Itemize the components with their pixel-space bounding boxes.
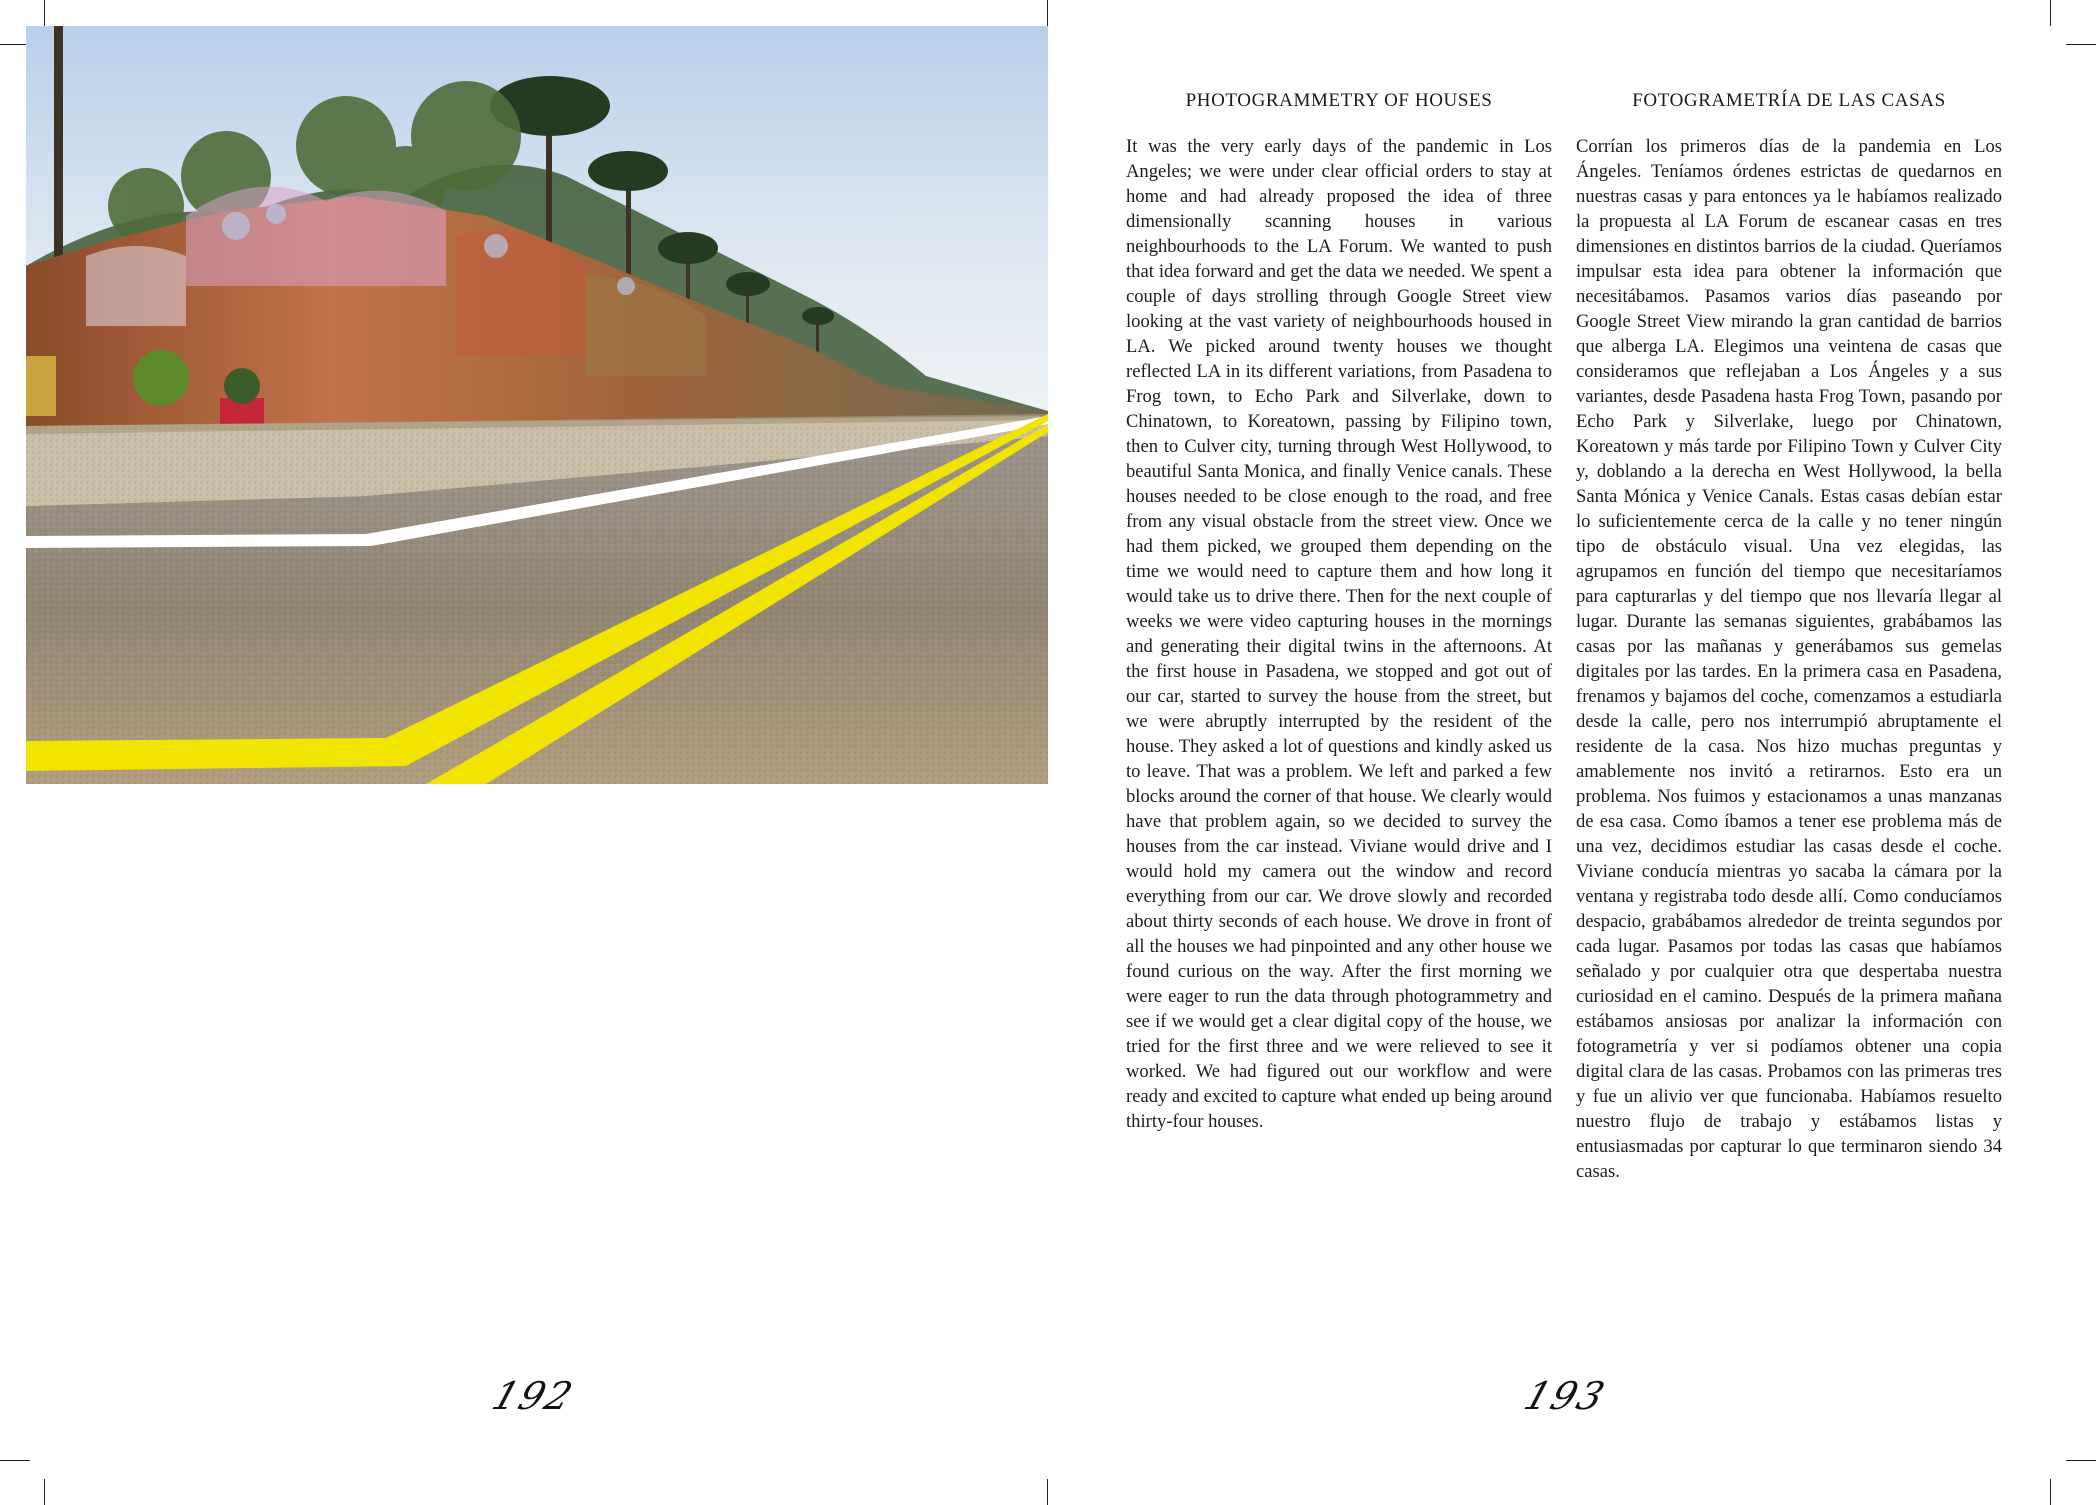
crop-mark xyxy=(44,0,45,26)
crop-mark xyxy=(0,1460,30,1461)
english-heading: PHOTOGRAMMETRY OF HOUSES xyxy=(1185,90,1493,111)
crop-mark xyxy=(2066,44,2096,45)
crop-mark xyxy=(2050,0,2051,26)
street-scan-photo xyxy=(26,26,1048,784)
english-column xyxy=(1126,90,1552,1134)
crop-mark xyxy=(1047,1479,1048,1505)
crop-mark xyxy=(1047,0,1048,26)
page-number-right: 193 xyxy=(1518,1374,1612,1418)
page-number-left: 192 xyxy=(486,1374,580,1418)
english-body: It was the very early days of the pandemic in Los Angeles; we were under clear official orders to stay at home and had already proposed the idea of three dimensionally scanning houses in various neighbourhoods to the LA Forum. We wanted to push that idea forward and get the data we needed. We spent a couple of days strolling through Google Street view looking at the vast variety of neighbourhoods housed in LA. We picked around twenty houses we thought reflected LA in its different variations, from Pasadena to Frog town, to Echo Park and Silverlake, down to Chinatown, to Koreatown, passing by Filipino town, then to Culver city, turning through West Hollywood, to beautiful Santa Monica, and finally Venice canals. These houses needed to be close enough to the road, and free from any visual obstacle from the street view. Once we had them picked, we grouped them depending on the time we would need to capture them and how long it would take us to drive there. Then for the next couple of weeks we were video capturing houses in the mornings and generating their digital twins in the afternoons. At the first house in Pasadena, we stopped and got out of our car, started to survey the house from the street, but we were abruptly interrupted by the resident of the house. They asked a lot of questions and kindly asked us to leave. That was a problem. We left and parked a few blocks around the corner of that house. We clearly would have that problem again, so we decided to survey the houses from the car instead. Viviane would drive and I would hold my camera out the window and record everything from our car. We drove slowly and recorded about thirty seconds of each house. We drove in front of all the houses we had pinpointed and any other house we found curious on the way. After the first morning we were eager to run the data through photogrammetry and see if we would get a clear digital copy of the house, we tried for the first three and we were relieved to see it worked. We had figured out our workflow and were ready and excited to capture what ended up being around thirty-four houses. xyxy=(1126,136,1552,1132)
crop-mark xyxy=(44,1479,45,1505)
spanish-column xyxy=(1576,90,2002,1184)
crop-mark xyxy=(2050,1479,2051,1505)
spanish-heading: FOTOGRAMETRÍA DE LAS CASAS xyxy=(1632,90,1946,111)
crop-mark xyxy=(2066,1460,2096,1461)
spanish-body: Corrían los primeros días de la pandemia en Los Ángeles. Teníamos órdenes estrictas de quedarnos en nuestras casas y para entonces ya le habíamos realizado la propuesta al LA Forum de escanear casas en tres dimensiones en distintos barrios de la ciudad. Queríamos impulsar esta idea para obtener la información que necesitábamos. Pasamos varios días paseando por Google Street View mirando la gran cantidad de barrios que alberga LA. Elegimos una veintena de casas que consideramos que reflejaban a Los Ángeles y a sus variantes, desde Pasadena hasta Frog Town, pasando por Echo Park y Silverlake, luego por Chinatown, Koreatown y más tarde por Filipino Town y Culver City y, doblando a la derecha en West Hollywood, la bella Santa Mónica y Venice Canals. Estas casas debían estar lo suficientemente cerca de la calle y no tener ningún tipo de obstáculo visual. Una vez elegidas, las agrupamos en función del tiempo que necesitaríamos para capturarlas y del tiempo que nos llevaría llegar al lugar. Durante las semanas siguientes, grabábamos las casas por las mañanas y generábamos sus gemelas digitales por las tardes. En la primera casa en Pasadena, frenamos y bajamos del coche, comenzamos a estudiarla desde la calle, pero nos interrumpió abruptamente el residente de la casa. Nos hizo muchas preguntas y amablemente nos invitó a retirarnos. Esto era un problema. Nos fuimos y estacionamos a unas manzanas de esa casa. Como íbamos a tener ese problema más de una vez, decidimos estudiar las casas desde el coche. Viviane conducía mientras yo sacaba la cámara por la ventana y registraba todo desde allí. Como conducíamos despacio, grabábamos alrededor de treinta segundos por cada lugar. Pasamos por todas las casas que habíamos señalado y por cualquier otra que despertaba nuestra curiosidad en el camino. Después de la primera mañana estábamos ansiosas por analizar la información con fotogrametría y ver si podíamos obtener una copia digital clara de las casas. Probamos con las primeras tres y fue un alivio ver que funcionaba. Habíamos resuelto nuestro flujo de trabajo y estábamos listas y entusiasmadas por capturar lo que terminaron siendo 34 casas. xyxy=(1576,136,2002,1182)
